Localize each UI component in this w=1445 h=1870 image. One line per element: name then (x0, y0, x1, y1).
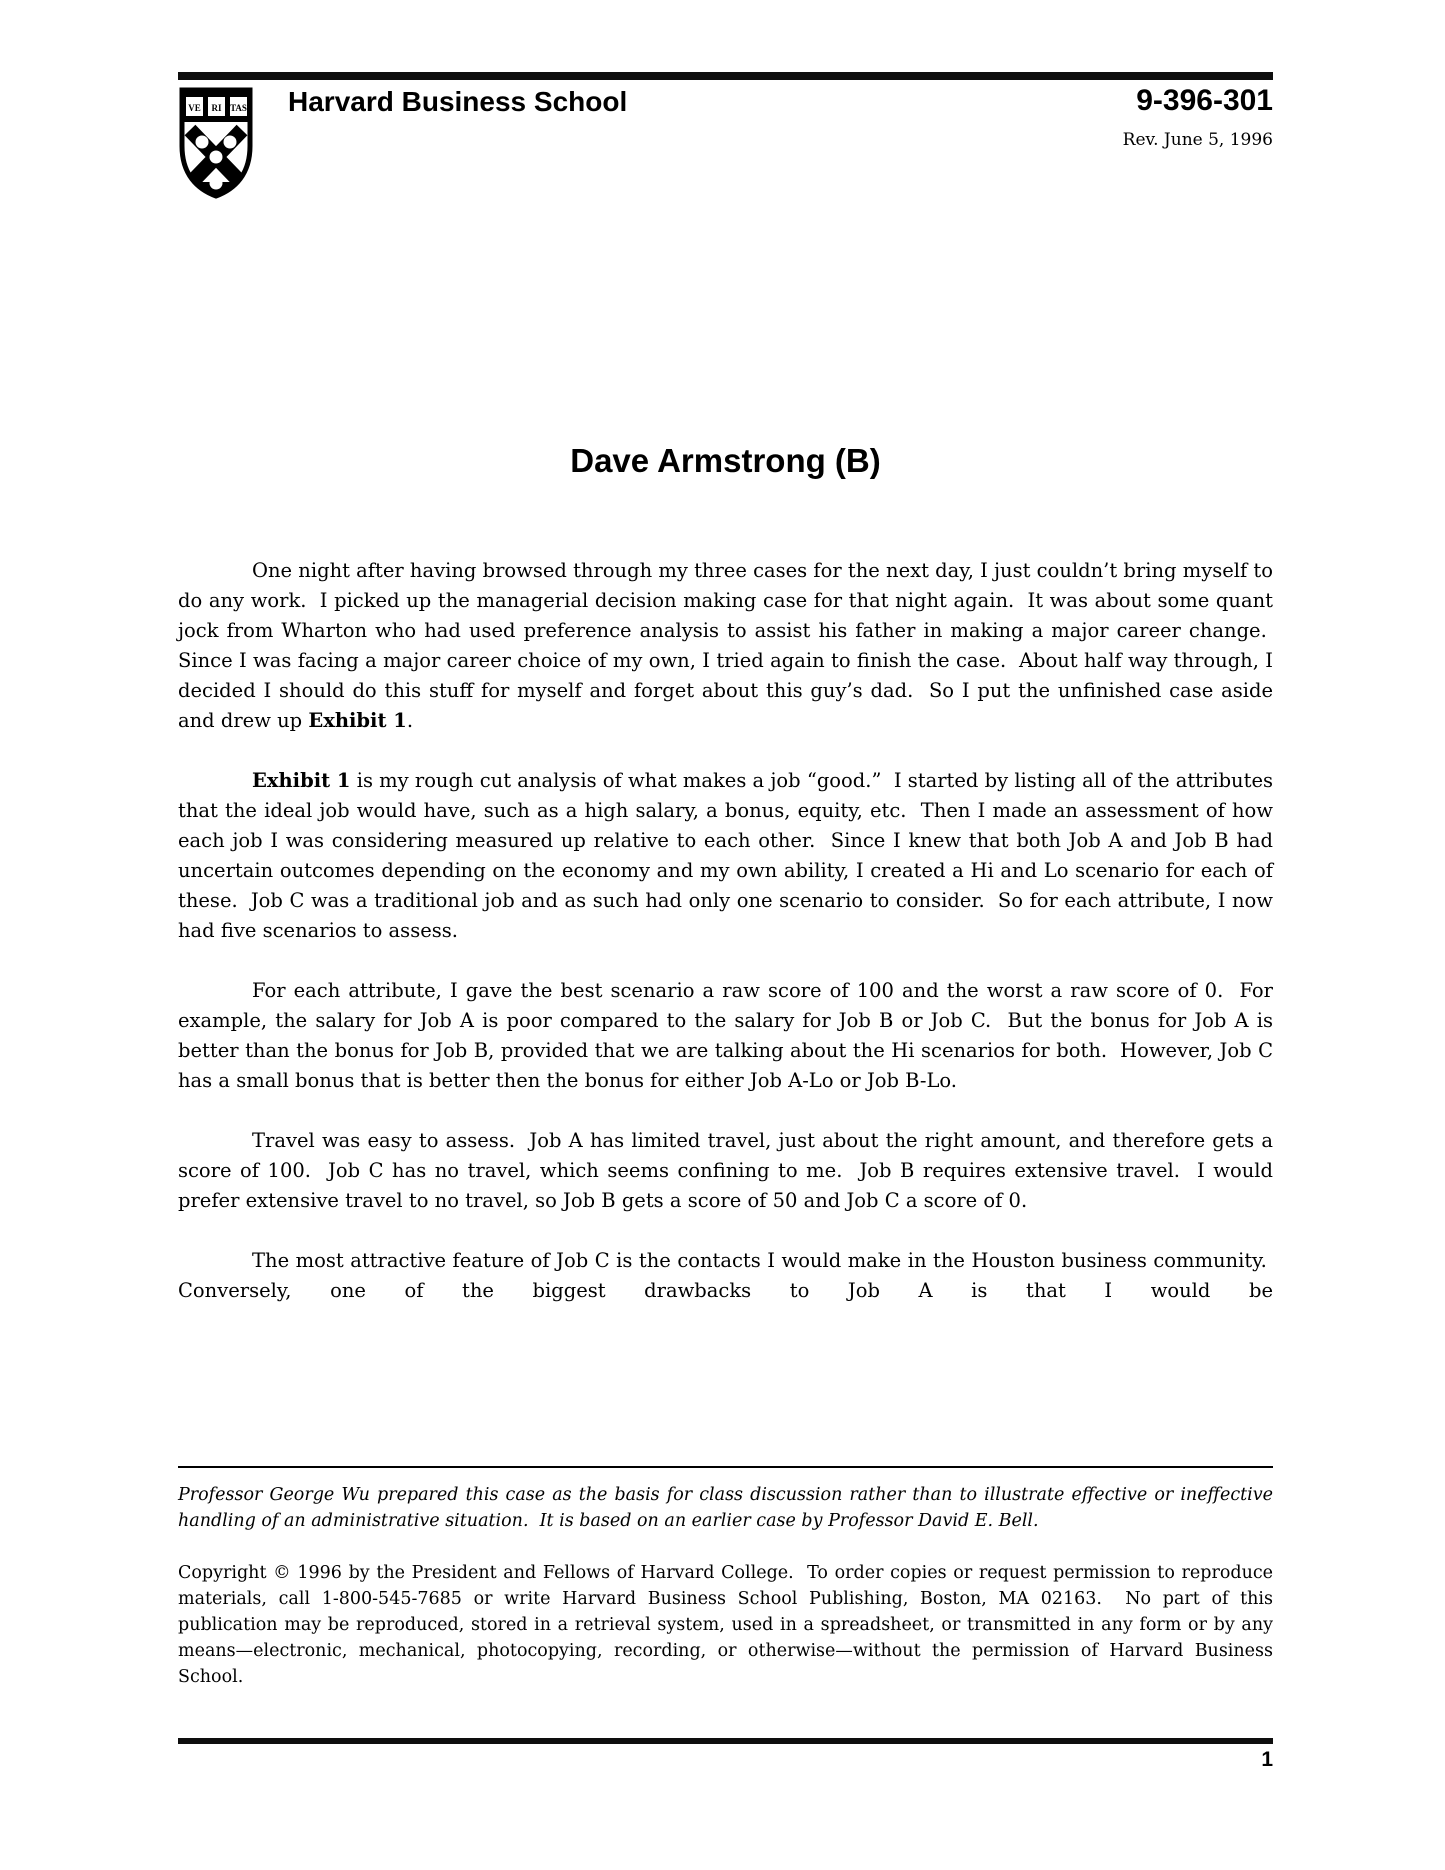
paragraph (178, 556, 1273, 736)
body-paragraphs (178, 556, 1273, 1336)
paragraph-text: is my rough cut analysis of what makes a job “good.” I started by listing all of the attributes that the ideal job would have, such as a high salary, a bonus, equity, etc. Then I made an assessment of how each job I was considering measured up relative to each other. Since I knew that both Job A and Job B had uncertain outcomes depending on the economy and my own ability, I created a Hi and Lo scenario for each of these. Job C was a traditional job and as such had only one scenario to consider. So for each attribute, I now had five scenarios to assess. (178, 769, 1274, 942)
case-number: 9-396-301 (1136, 84, 1273, 117)
paragraph-text: The most attractive feature of Job C is the contacts I would make in the Houston business community. Conversely, one of the biggest drawbacks to Job A is that I would be (178, 1249, 1273, 1302)
motto-ri: RI (211, 103, 222, 113)
paragraph-text: Travel was easy to assess. Job A has limited travel, just about the right amount, and therefore gets a score of 100. Job C has no travel, which seems confining to me. Job B requires extensive travel. I would prefer extensive travel to no travel, so Job B gets a score of 50 and Job C a score of 0. (178, 1129, 1273, 1212)
paragraph-text: . (406, 709, 414, 732)
motto-tas: TAS (230, 103, 247, 113)
school-name: Harvard Business School (288, 86, 628, 117)
paragraph (178, 766, 1273, 946)
paragraph (178, 1126, 1273, 1216)
exhibit-reference: Exhibit 1 (308, 709, 407, 732)
paragraph-text: For each attribute, I gave the best scenario a raw score of 100 and the worst a raw score of 0. For example, the salary for Job A is poor compared to the salary for Job B or Job C. But the bonus for Job A is better than the bonus for Job B, provided that we are talking about the Hi scenarios for both. However, Job C has a small bonus that is better then the bonus for either Job A-Lo or Job B-Lo. (178, 979, 1273, 1092)
page-title: Dave Armstrong (B) (570, 442, 881, 479)
paragraph-text: One night after having browsed through my three cases for the next day, I just couldn’t bring myself to do any work. I picked up the managerial decision making case for that night again. It was about some quant jock from Wharton who had used preference analysis to assist his father in making a major career change. Since I was facing a major career choice of my own, I tried again to finish the case. About half way through, I decided I should do this stuff for myself and forget about this guy’s dad. So I put the unfinished case aside and drew up (178, 559, 1273, 732)
page-number: 1 (1261, 1748, 1273, 1771)
footnote-text: Professor George Wu prepared this case as the basis for class discussion rather than to illustrate effective or ineffective handling of an administrative situation. It is based on an earlier case by Professor David E. Bell. (178, 1485, 1273, 1531)
page-footer (178, 1466, 1273, 1690)
paragraph (178, 1246, 1273, 1306)
hbs-shield-icon (178, 86, 254, 200)
copyright-text: Copyright © 1996 by the President and Fellows of Harvard College. To order copies or request permission to reproduce materials, call 1-800-545-7685 or write Harvard Business School Publishing, Boston, MA 02163. No part of this publication may be reproduced, stored in a retrieval system, used in a spreadsheet, or transmitted in any form or by any means—electronic, mechanical, photocopying, recording, or otherwise—without the permission of Harvard Business School. (178, 1563, 1273, 1687)
paragraph (178, 976, 1273, 1096)
footnote-rule (178, 1466, 1273, 1468)
header-rule (178, 72, 1273, 80)
page-header (178, 84, 1273, 204)
motto-ve: VE (188, 103, 201, 113)
exhibit-reference: Exhibit 1 (252, 769, 351, 792)
bottom-rule (178, 1738, 1273, 1744)
revision-date: Rev. June 5, 1996 (1122, 130, 1273, 150)
